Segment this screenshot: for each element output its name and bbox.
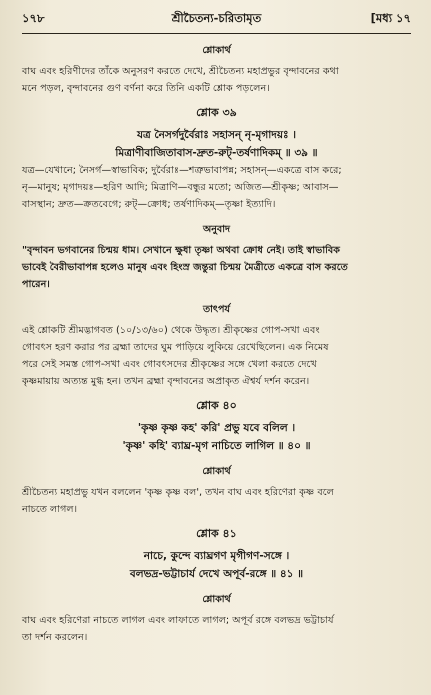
sanskrit-verse xyxy=(22,419,411,455)
paragraph xyxy=(22,612,411,646)
verse-number-heading: শ্লোক ৩৯ xyxy=(196,106,237,119)
sanskrit-verse xyxy=(22,547,411,583)
verse-line: বলভদ্র-ভট্টাচার্য দেখে অপূর্ব-রঙ্গে ॥ ৪১ ॥ xyxy=(129,568,304,580)
section-label: [মধ্য ১৭ xyxy=(370,11,411,25)
translation-paragraph xyxy=(22,242,411,293)
header-rule xyxy=(22,33,411,34)
sanskrit-verse xyxy=(22,126,411,162)
verse-line: মিত্রাণীবাজিতাবাস-দ্রুত-রুট্-তর্ষণাদিকম্‌ ॥ ৩৯ ॥ xyxy=(115,147,318,159)
word-meaning-line: বাসস্থান; দ্রুত—ক্রতবেগে; রুট্—ক্রোধ; তর্ষণাদিকম্‌—তৃষ্ণা ইত্যাদি। xyxy=(22,199,276,210)
verse-line: যত্র নৈসর্গদুর্বৈরাঃ সহাসন্‌ নৃ-মৃগাদয়ঃ । xyxy=(136,129,297,141)
section-heading: তাৎপর্য xyxy=(203,304,230,315)
paragraph xyxy=(22,484,411,518)
text-line: পরে সেই সমস্ত গোপ-সখা এবং গোবৎসদের শ্রীকৃষ্ণের সঙ্গে খেলা করতে দেখে xyxy=(22,359,317,370)
word-meaning-line: নৃ—মানুষ; মৃগাদয়ঃ—হরিণ আদি; মিত্রাণি—বন্ধুর মতো; অজিত—শ্রীকৃষ্ণ; আবাস— xyxy=(22,182,339,193)
page-header xyxy=(22,8,411,30)
section-heading: শ্লোকার্থ xyxy=(202,594,231,605)
text-line: মনে পড়ল, বৃন্দাবনের গুণ বর্ণনা করে তিনি একটি শ্লোক পড়লেন। xyxy=(22,83,270,94)
verse-line: নাচে, কুন্দে ব্যাঘ্রগণ মৃগীগণ-সঙ্গে । xyxy=(143,550,290,562)
text-line: গোবৎস হরণ করার পর ব্রহ্মা তাদের ঘুম পাড়িয়ে লুকিয়ে রেখেছিলেন। এক নিমেষ xyxy=(22,342,329,353)
page-number: ১৭৮ xyxy=(22,11,45,25)
text-line: কৃষ্ণমায়ায় অত্যন্ত মুগ্ধ হন। তখন ব্রহ্মা বৃন্দাবনের অপ্রাকৃত ঐশ্বর্য দর্শন করেন। xyxy=(22,376,310,387)
text-line: শ্রীচৈতন্য মহাপ্রভু যখন বললেন 'কৃষ্ণ কৃষ্ণ বল', তখন বাঘ এবং হরিণেরা কৃষ্ণ বলে xyxy=(22,487,334,498)
verse-number-heading: শ্লোক ৪১ xyxy=(196,527,237,540)
paragraph xyxy=(22,322,411,390)
verse-line: 'কৃষ্ণ কৃষ্ণ কহ' করি' প্রভু যবে বলিল । xyxy=(137,422,296,434)
text-line: তা দর্শন করলেন। xyxy=(22,632,88,643)
verse-line: 'কৃষ্ণ' কহি' ব্যাঘ্র-মৃগ নাচিতে লাগিল ॥ ৪০ ॥ xyxy=(122,440,311,452)
section-heading: শ্লোকার্থ xyxy=(202,45,231,56)
text-line: বাঘ এবং হরিণেরা নাচতে লাগল এবং লাফাতে লাগল; অপূর্ব রঙ্গে বলভদ্র ভট্টাচার্য xyxy=(22,615,334,626)
paragraph xyxy=(22,63,411,97)
verse-number-heading: শ্লোক ৪০ xyxy=(196,399,237,412)
section-heading: শ্লোকার্থ xyxy=(202,466,231,477)
translation-line: ভাবেই বৈরীভাবাপন্ন হলেও মানুষ এবং হিংস্র জন্তুরা চিন্ময় মৈত্রীতে একত্রে বাস করতে xyxy=(22,262,348,273)
word-meanings xyxy=(22,162,411,213)
word-meaning-line: যত্র—যেখানে; নৈসর্গ—স্বাভাবিক; দুর্বৈরাঃ—শত্রুভাবাপন্ন; সহাসন্‌—একত্রে বাস করে; xyxy=(22,165,342,176)
text-line: নাচতে লাগল। xyxy=(22,504,78,515)
text-line: বাঘ এবং হরিণীদের তাঁকে অনুসরণ করতে দেখে, শ্রীচৈতন্য মহাপ্রভুর বৃন্দাবনের কথা xyxy=(22,66,339,77)
section-heading: অনুবাদ xyxy=(203,224,230,235)
book-title: শ্রীচৈতন্য-চরিতামৃত xyxy=(171,11,262,25)
translation-line: পারেন। xyxy=(22,279,50,290)
text-line: এই শ্লোকটি শ্রীমদ্ভাগবত (১০/১৩/৬০) থেকে উদ্ধৃত। শ্রীকৃষ্ণের গোপ-সখা এবং xyxy=(22,325,320,336)
page-body xyxy=(22,44,411,646)
translation-line: "বৃন্দাবন ভগবানের চিন্ময় ধাম। সেখানে ক্ষুধা তৃষ্ণা অথবা ক্রোধ নেই। তাই স্বাভাবিক xyxy=(22,245,341,256)
